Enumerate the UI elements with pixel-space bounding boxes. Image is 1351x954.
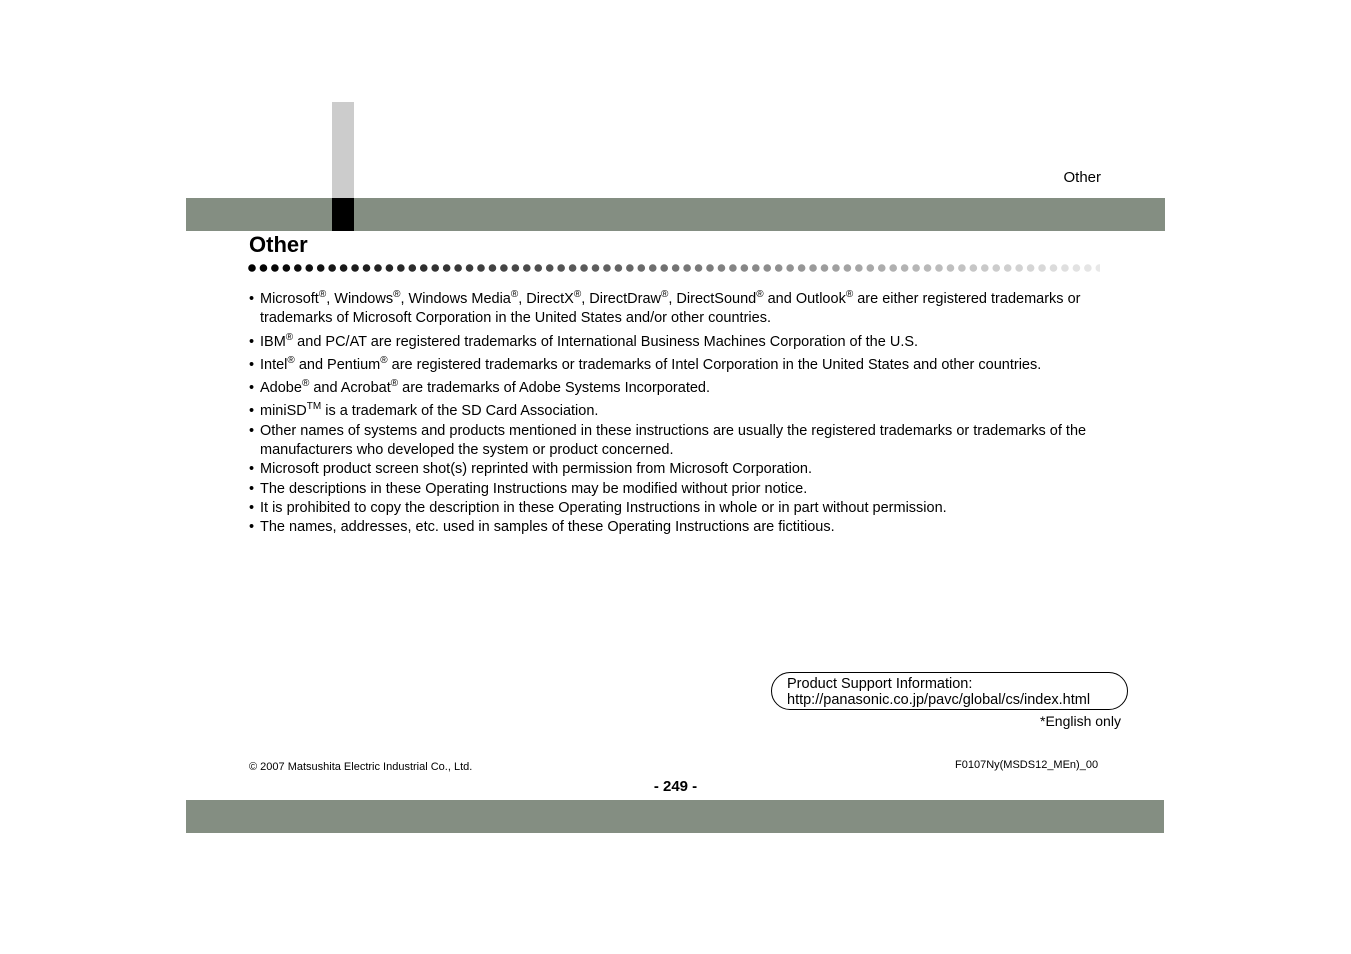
rule-dot bbox=[386, 264, 394, 272]
rule-dot bbox=[260, 264, 268, 272]
rule-dot bbox=[809, 264, 817, 272]
trademark-note bbox=[249, 422, 1109, 461]
trademark-note bbox=[249, 460, 1109, 479]
rule-dot bbox=[489, 264, 497, 272]
rule-dot bbox=[271, 264, 279, 272]
rule-dot bbox=[1004, 264, 1012, 272]
rule-dot bbox=[1073, 264, 1081, 272]
trademark-symbol: ® bbox=[845, 289, 854, 300]
rule-dot bbox=[340, 264, 348, 272]
rule-dot bbox=[317, 264, 325, 272]
rule-dot bbox=[374, 264, 382, 272]
note-text: IBM bbox=[260, 333, 286, 350]
trademark-symbol: TM bbox=[306, 401, 322, 413]
chapter-tab-upper bbox=[332, 102, 354, 198]
rule-dot bbox=[878, 264, 886, 272]
rule-dot bbox=[592, 264, 600, 272]
note-text: Microsoft bbox=[260, 291, 319, 307]
trademark-note bbox=[249, 480, 1109, 499]
rule-dot bbox=[683, 264, 691, 272]
note-text: , DirectDraw bbox=[581, 291, 661, 307]
rule-dot bbox=[660, 264, 668, 272]
trademark-symbol: ® bbox=[318, 289, 327, 300]
note-text: , Windows bbox=[326, 291, 394, 307]
rule-dot bbox=[328, 264, 336, 272]
header-section-label: Other bbox=[1063, 169, 1101, 186]
support-label: Product Support Information: bbox=[787, 676, 973, 692]
rule-dot bbox=[454, 264, 462, 272]
trademark-symbol: ® bbox=[393, 289, 401, 300]
rule-dot bbox=[534, 264, 542, 272]
rule-dot bbox=[1061, 264, 1069, 272]
note-text: Intel bbox=[260, 356, 288, 373]
rule-dot bbox=[283, 264, 291, 272]
trademark-note bbox=[249, 402, 1109, 421]
rule-dot bbox=[752, 264, 760, 272]
rule-dot bbox=[363, 264, 371, 272]
page-title: Other bbox=[249, 232, 308, 257]
trademark-symbol: ® bbox=[285, 331, 294, 343]
chapter-tab-marker bbox=[332, 198, 354, 231]
product-support-box bbox=[771, 672, 1128, 710]
rule-dot bbox=[397, 264, 405, 272]
rule-dot bbox=[1027, 264, 1035, 272]
rule-dot bbox=[741, 264, 749, 272]
note-text: are registered trademarks or trademarks of Intel Corporation in the United States and other countries. bbox=[387, 356, 1042, 373]
rule-dot bbox=[970, 264, 978, 272]
rule-dot bbox=[443, 264, 451, 272]
rule-dot bbox=[546, 264, 554, 272]
rule-dot bbox=[477, 264, 485, 272]
rule-dot bbox=[638, 264, 646, 272]
rule-dot bbox=[889, 264, 897, 272]
note-text: , DirectX bbox=[518, 291, 574, 307]
rule-dot bbox=[1050, 264, 1058, 272]
rule-dot bbox=[706, 264, 714, 272]
trademark-symbol: ® bbox=[287, 354, 295, 366]
note-text: , Windows Media bbox=[400, 291, 511, 307]
rule-dot bbox=[763, 264, 771, 272]
rule-dot bbox=[786, 264, 794, 272]
trademark-symbol: ® bbox=[390, 378, 399, 390]
rule-dot bbox=[466, 264, 474, 272]
rule-dot bbox=[718, 264, 726, 272]
rule-dot bbox=[615, 264, 623, 272]
note-text: , DirectSound bbox=[668, 291, 757, 307]
rule-dot bbox=[695, 264, 703, 272]
trademark-symbol: ® bbox=[510, 289, 519, 300]
english-only-note: *English only bbox=[1040, 713, 1121, 729]
rule-dot bbox=[924, 264, 932, 272]
rule-dot bbox=[947, 264, 955, 272]
note-text: and Pentium bbox=[294, 356, 381, 373]
trademark-note bbox=[249, 333, 1109, 352]
rule-dot bbox=[855, 264, 863, 272]
note-text: Microsoft product screen shot(s) reprinted with permission from Microsoft Corporation. bbox=[260, 461, 812, 478]
trademark-symbol: ® bbox=[380, 354, 388, 366]
note-text: Adobe bbox=[260, 380, 302, 397]
rule-dot bbox=[912, 264, 920, 272]
rule-dot bbox=[512, 264, 520, 272]
rule-dot bbox=[821, 264, 829, 272]
rule-dot bbox=[409, 264, 417, 272]
rule-dot bbox=[580, 264, 588, 272]
trademark-note bbox=[249, 499, 1109, 518]
rule-dot bbox=[1015, 264, 1023, 272]
rule-dot bbox=[935, 264, 943, 272]
note-text: are trademarks of Adobe Systems Incorporated. bbox=[398, 380, 711, 397]
trademark-note bbox=[249, 290, 1109, 329]
rule-dot bbox=[431, 264, 439, 272]
note-text: It is prohibited to copy the description in these Operating Instructions in whole or in part without permission. bbox=[260, 499, 947, 516]
rule-dot bbox=[867, 264, 875, 272]
rule-dot bbox=[557, 264, 565, 272]
trademark-note bbox=[249, 518, 1109, 537]
rule-dot bbox=[672, 264, 680, 272]
document-id: F0107Ny(MSDS12_MEn)_00 bbox=[955, 759, 1099, 771]
footer-band bbox=[186, 800, 1164, 833]
rule-dot bbox=[603, 264, 611, 272]
note-text: and Acrobat bbox=[309, 380, 391, 397]
dotted-rule-graphic bbox=[248, 263, 1100, 273]
trademark-symbol: ® bbox=[660, 289, 669, 300]
rule-dot bbox=[305, 264, 313, 272]
note-text: and PC/AT are registered trademarks of International Business Machines Corporation of the U.S. bbox=[293, 333, 919, 350]
rule-dot bbox=[649, 264, 657, 272]
trademark-note bbox=[249, 356, 1109, 375]
trademark-note bbox=[249, 379, 1109, 398]
page-number: - 249 - bbox=[653, 778, 698, 795]
copyright-text: © 2007 Matsushita Electric Industrial Co., Ltd. bbox=[249, 761, 473, 773]
rule-dot bbox=[248, 264, 256, 272]
note-text: are either registered trademarks or trademarks of Microsoft Corporation in the United States and/or other countries. bbox=[260, 291, 1081, 327]
rule-dot bbox=[500, 264, 508, 272]
note-text: Other names of systems and products mentioned in these instructions are usually the registered trademarks or trademarks of the manufacturers who developed the system or product concerned. bbox=[260, 422, 1087, 459]
rule-dot bbox=[1084, 264, 1092, 272]
trademark-symbol: ® bbox=[573, 289, 582, 300]
trademark-notes-list bbox=[249, 290, 1109, 538]
note-text: The names, addresses, etc. used in samples of these Operating Instructions are fictitious. bbox=[260, 519, 835, 536]
rule-dot bbox=[992, 264, 1000, 272]
rule-dot bbox=[958, 264, 966, 272]
rule-dot bbox=[1096, 264, 1101, 272]
rule-dot bbox=[832, 264, 840, 272]
note-text: is a trademark of the SD Card Association. bbox=[321, 403, 599, 420]
rule-dot bbox=[523, 264, 531, 272]
rule-dot bbox=[844, 264, 852, 272]
rule-dot bbox=[351, 264, 359, 272]
rule-dot bbox=[1038, 264, 1046, 272]
rule-dot bbox=[569, 264, 577, 272]
note-text: miniSD bbox=[260, 403, 307, 420]
note-text: and Outlook bbox=[763, 291, 846, 307]
note-text: The descriptions in these Operating Instructions may be modified without prior notice. bbox=[260, 480, 808, 497]
rule-dot bbox=[798, 264, 806, 272]
rule-dot bbox=[901, 264, 909, 272]
rule-dot bbox=[981, 264, 989, 272]
trademark-symbol: ® bbox=[301, 378, 310, 390]
rule-dot bbox=[729, 264, 737, 272]
title-dotted-rule bbox=[248, 263, 1100, 273]
rule-dot bbox=[775, 264, 783, 272]
rule-dot bbox=[294, 264, 302, 272]
trademark-symbol: ® bbox=[756, 289, 764, 300]
rule-dot bbox=[420, 264, 428, 272]
support-url[interactable]: http://panasonic.co.jp/pavc/global/cs/index.html bbox=[787, 692, 1091, 708]
rule-dot bbox=[626, 264, 634, 272]
